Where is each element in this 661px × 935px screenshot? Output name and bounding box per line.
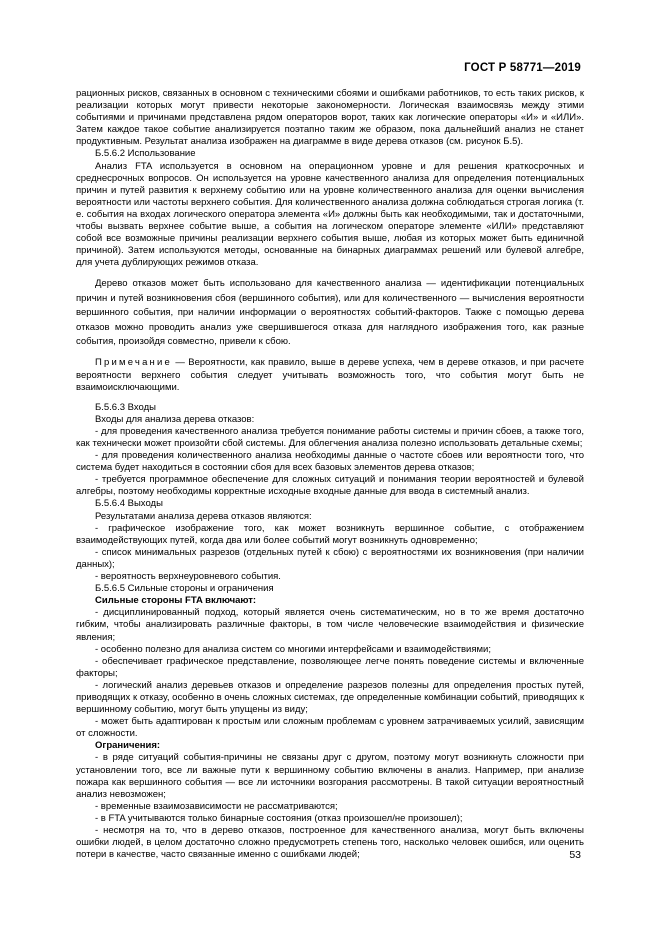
- list-item: - графическое изображение того, как может возникнуть вершинное событие, с отображением взаимодействующих путей, когда два или более событий могут возникнуть одновременно;: [76, 522, 584, 546]
- document-body: [76, 88, 584, 861]
- list-item: - для проведения качественного анализа требуется понимание работы системы и причин сбоев, а также того, как технически может произойти сбой системы. Для облегчения анализа полезно использовать детальные схемы;: [76, 425, 584, 449]
- section-heading: Б.5.6.2 Использование: [95, 148, 196, 160]
- list-item: - вероятность верхнеуровневого события.: [95, 571, 281, 583]
- section-heading: Б.5.6.4 Выходы: [95, 498, 163, 510]
- section-heading: Б.5.6.3 Входы: [95, 401, 156, 413]
- paragraph: Анализ FTA используется в основном на операционном уровне и для решения краткосрочных и среднесрочных вопросов. Он используется на уровне качественного анализа для определения потенциальных причин и путей развития к верхнему событию или на уровне количественного анализа для оценки вычисления вероятности или частоты верхнего события. Для количественного анализа должна соблюдаться строгая логика (т. е. события на входах логического оператора элемента «И» должны быть как необходимыми, так и достаточными, чтобы вызвать верхнее событие выше, а события на логическом операторе элементе «ИЛИ» представляют собой все возможные причины реализации верхнего события выше, любая из которых может быть единичной причиной). Затем используются методы, основанные на бинарных диаграммах решений или булевой алгебре, для учета дублирующих режимов отказа.: [76, 160, 584, 269]
- list-item: - обеспечивает графическое представление, позволяющее легче понять поведение системы и включенные факторы;: [76, 655, 584, 679]
- note: [76, 357, 584, 393]
- list-item: - для проведения количественного анализа необходимы данные о частоте сбоев или вероятности того, что система будет находиться в состоянии сбоя для всех базовых элементов дерева отказов;: [76, 450, 584, 474]
- document-header: ГОСТ Р 58771—2019: [464, 62, 581, 74]
- section-heading: Б.5.6.5 Сильные стороны и ограничения: [95, 583, 274, 595]
- page-number: 53: [569, 849, 581, 861]
- list-item: - список минимальных разрезов (отдельных путей к сбою) с вероятностями их возникновения (при наличии данных);: [76, 546, 584, 570]
- strengths-title: Сильные стороны FTA включают:: [95, 595, 257, 607]
- list-item: - особенно полезно для анализа систем со многими интерфейсами и взаимодействиями;: [95, 643, 491, 655]
- paragraph: Результатами анализа дерева отказов являются:: [95, 510, 312, 522]
- list-item: - в FTA учитываются только бинарные состояния (отказ произошел/не произошел);: [95, 812, 463, 824]
- note-label: Примечание: [95, 357, 172, 369]
- list-item: - временные взаимозависимости не рассматриваются;: [95, 800, 338, 812]
- list-item: - несмотря на то, что в дерево отказов, построенное для качественного анализа, могут быть включены ошибки людей, в целом достаточно сложно предусмотреть степень того, насколько человек ошибся, или оценить потери в качестве, часто связанные именно с ошибками людей;: [76, 825, 584, 861]
- list-item: - дисциплинированный подход, который является очень систематическим, но в то же время достаточно гибким, чтобы анализировать различные факторы, в том числе человеческие взаимодействия и физические явления;: [76, 607, 584, 643]
- list-item: - в ряде ситуаций события-причины не связаны друг с другом, поэтому могут возникнуть сложности при установлении того, все ли важные пути к вершинному событию включены в анализ. Например, при анализе пожара как вершинного события — все ли источники возгорания рассмотрены. В такой ситуации вероятностный анализ невозможен;: [76, 752, 584, 800]
- list-item: - логический анализ деревьев отказов и определение разрезов полезны для определения простых путей, приводящих к отказу, особенно в очень сложных системах, где определенные комбинации событий, приводящих к вершинному событию, могут быть упущены из виду;: [76, 679, 584, 716]
- limits-title: Ограничения:: [95, 740, 161, 752]
- list-item: - может быть адаптирован к простым или сложным проблемам с уровнем затрачиваемых усилий, зависящим от сложности.: [76, 716, 584, 740]
- paragraph: рационных рисков, связанных в основном с техническими сбоями и ошибками работников, то есть таких рисков, к реализации которых могут привести некоторые закономерности. Логическая взаимосвязь между этими событиями и причинами представлена рядом операторов ворот, таких как логические операторы «И» и «ИЛИ». Затем каждое такое событие анализируется поэтапно таким же образом, пока дальнейший анализ не станет продуктивным. Результат анализа изображен на диаграмме в виде дерева отказов (см. рисунок Б.5).: [76, 88, 584, 148]
- paragraph: Дерево отказов может быть использовано для качественного анализа — идентификации потенциальных причин и путей возникновения сбоя (вершинного события), или для количественного — вычисления вероятности вершинного события, при наличии информации о вероятностях событий-факторов. Также с помощью дерева отказов можно проводить анализ уже свершившегося отказа для наглядного изображения того, как разные события, произойдя совместно, привели к сбою.: [76, 278, 584, 348]
- list-item: - требуется программное обеспечение для сложных ситуаций и понимания теории вероятностей и булевой алгебры, поэтому необходимы корректные исходные входные данные для ввода в системный анализ.: [76, 474, 584, 498]
- note-text: — Вероятности, как правило, выше в дереве успеха, чем в дереве отказов, и при расчете вероятности верхнего события следует учитывать возможность того, что события могут быть не взаимоисключающими.: [76, 357, 584, 393]
- paragraph: Входы для анализа дерева отказов:: [95, 413, 255, 425]
